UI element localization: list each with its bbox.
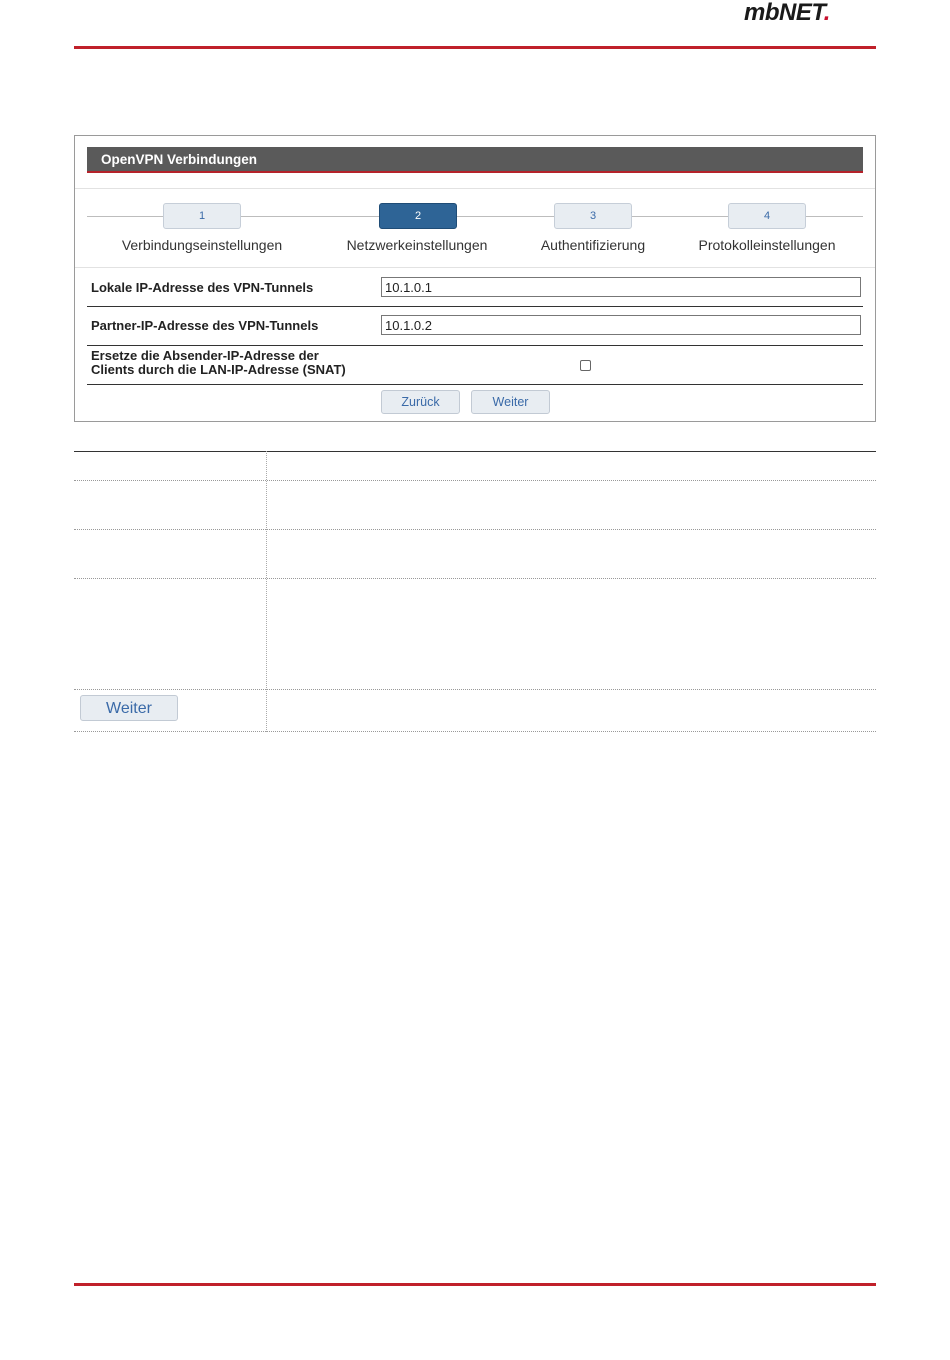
snat-checkbox[interactable] — [580, 360, 591, 371]
openvpn-panel — [74, 135, 876, 422]
logo-text: mbNET — [744, 0, 824, 26]
description-table-row-divider — [74, 480, 876, 482]
next-button-illustration: Weiter — [80, 695, 178, 721]
back-button[interactable]: Zurück — [381, 390, 460, 414]
local-ip-input[interactable] — [381, 277, 861, 297]
wizard-step-3-label: Authentifizierung — [540, 237, 646, 253]
snat-label — [91, 349, 346, 377]
wizard-step-2[interactable]: 2 — [379, 203, 457, 229]
header-rule — [74, 46, 876, 49]
wizard-step-1-label: Verbindungseinstellungen — [121, 237, 283, 253]
mbnet-logo — [744, 0, 830, 26]
wizard-step-1[interactable]: 1 — [163, 203, 241, 229]
description-table-top-border — [74, 451, 876, 452]
panel-separator — [75, 188, 875, 189]
wizard-step-4[interactable]: 4 — [728, 203, 806, 229]
snat-label-line2: Clients durch die LAN-IP-Adresse (SNAT) — [91, 362, 346, 377]
partner-ip-label: Partner-IP-Adresse des VPN-Tunnels — [91, 318, 319, 333]
wizard-step-2-label: Netzwerkeinstellungen — [346, 237, 488, 253]
footer-rule — [74, 1283, 876, 1286]
local-ip-label: Lokale IP-Adresse des VPN-Tunnels — [91, 280, 314, 295]
panel-title: OpenVPN Verbindungen — [87, 147, 863, 173]
form-row-local-ip — [87, 268, 863, 307]
form-row-partner-ip — [87, 307, 863, 346]
wizard-step-4-label: Protokolleinstellungen — [698, 237, 836, 253]
wizard-step-3[interactable]: 3 — [554, 203, 632, 229]
partner-ip-input[interactable] — [381, 315, 861, 335]
description-table-row-divider — [74, 689, 876, 691]
description-table-row-divider — [74, 529, 876, 531]
description-table-row-divider — [74, 731, 876, 733]
form-row-snat — [87, 346, 863, 385]
next-button[interactable]: Weiter — [471, 390, 550, 414]
snat-label-line1: Ersetze die Absender-IP-Adresse der — [91, 348, 319, 363]
logo-dot: . — [823, 0, 830, 26]
description-table-row-divider — [74, 578, 876, 580]
